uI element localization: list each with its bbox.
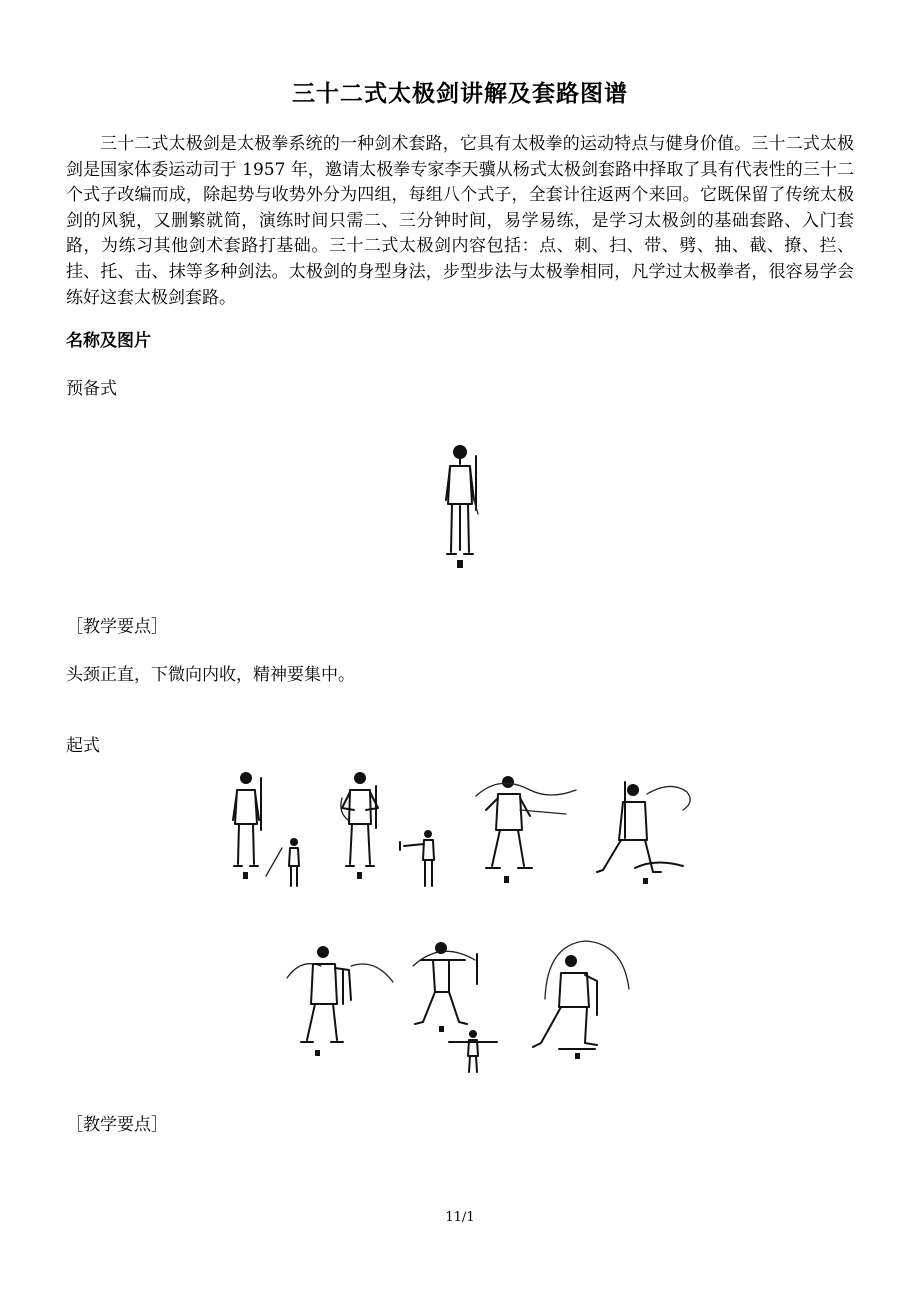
figure-starting-step-4	[595, 778, 710, 893]
figure-starting-step-7	[525, 935, 640, 1065]
page-number: 11/1	[445, 1210, 475, 1225]
key-points-label-starting: ［教学要点］	[66, 1115, 168, 1135]
key-points-text-preparation: 头颈正直，下微向内收，精神要集中。	[66, 665, 355, 685]
section-heading: 名称及图片	[66, 331, 151, 351]
form-name-preparation: 预备式	[66, 379, 117, 399]
figure-starting-step-1	[220, 768, 315, 898]
figure-starting-step-3	[470, 770, 580, 895]
intro-paragraph: 三十二式太极剑是太极拳系统的一种剑术套路，它具有太极拳的运动特点与健身价值。三十二式太极剑是国家体委运动司于 1957 年，邀请太极拳专家李天骥从杨式太极剑套路中择取了具有代表性的三十二个式子改编而成，除起势与收势外分为四组，每组八个式子，全套计往返两个来回。它既保留了传统太极剑的风貌，又删繁就简，演练时间只需二、三分钟时间，易学易练，是学习太极剑的基础套路、入门套路，为练习其他剑术套路打基础。三十二式太极剑内容包括：点、刺、扫、带、劈、抽、截、撩、拦、挂、托、击、抹等多种剑法。太极剑的身型身法，步型步法与太极拳相同，凡学过太极拳者，很容易学会练好这套太极剑套路。	[66, 134, 854, 308]
page-title: 三十二式太极剑讲解及套路图谱	[292, 81, 628, 107]
figure-starting-step-6	[405, 934, 505, 1076]
form-name-starting: 起式	[66, 736, 100, 756]
figure-starting-step-5	[285, 940, 400, 1065]
figure-starting-step-2	[330, 768, 450, 898]
key-points-label-preparation: ［教学要点］	[66, 617, 168, 637]
figure-preparation-posture	[430, 440, 490, 575]
